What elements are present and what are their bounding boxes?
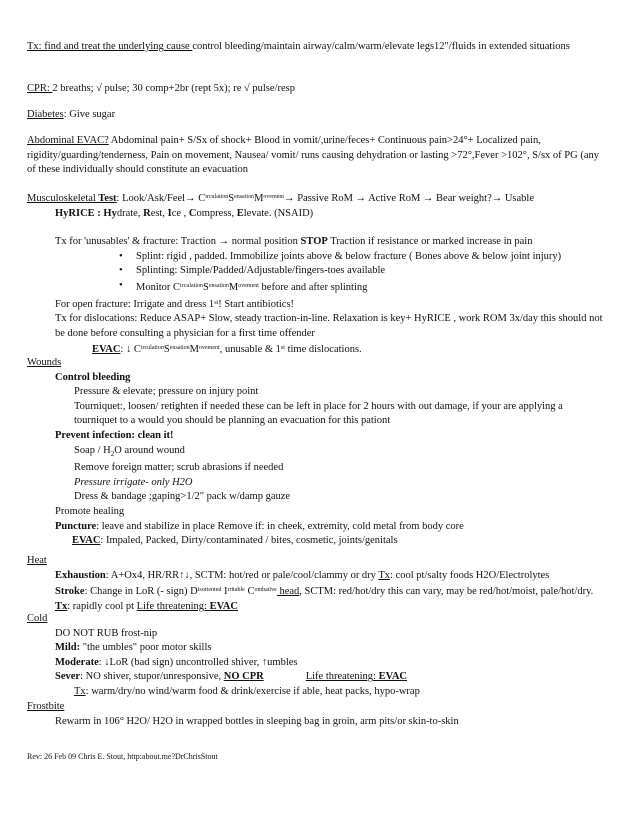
exhaustion-label: Exhaustion <box>55 569 106 581</box>
diabetes-text: : Give sugar <box>63 109 116 120</box>
monitor-text: Monitor C <box>136 281 181 293</box>
control-item: Tourniquet:, loosen/ retighten if needed these can be left in place for 2 hours with out damage, if your are applying a tourniquet to a would you should be planning an evacuation for this pationt <box>74 400 563 427</box>
footer-revision: Rev: 26 Feb 09 Chris E. Stout, http:about.me?DrChrisStout <box>27 752 218 761</box>
exhaustion-tx-text: : cool pt/salty foods H2O/Electrolytes <box>390 569 550 581</box>
tx-label: Tx <box>55 600 68 612</box>
prevent-infection-title: Prevent infection: clean it! <box>55 429 174 441</box>
moderate-text: : ↓LoR (bad sign) uncontrolled shiver, ↑umbles <box>98 656 298 668</box>
hyrice-t2: est, <box>150 207 168 219</box>
cold-title: Cold <box>27 613 48 624</box>
s-letter: S <box>163 344 170 356</box>
mild-label: Mild: <box>55 642 81 654</box>
puncture-text: : leave and stabilize in place Remove if: in cheek, extremity, cold metal from body core <box>96 520 464 532</box>
hyrice-t5: levate. (NSAID) <box>243 207 314 219</box>
infection-text: Soap / H <box>74 444 111 456</box>
i-letter: I <box>221 586 228 598</box>
cold-tx-text: : warm/dry/no wind/warm food & drink/exercise if able, heat packs, hypo-wrap <box>85 685 420 697</box>
wounds-title: Wounds <box>27 357 62 368</box>
infection-item: Remove foreign matter; scrub abrasions if needed <box>74 462 284 474</box>
unusables-tail: Traction if resistance or marked increase in pain <box>327 236 533 248</box>
moderate-line <box>27 656 605 671</box>
sup-sensation: ensation <box>208 282 229 289</box>
sup-combative: ombative <box>254 587 277 594</box>
cold-item: DO NOT RUB frost-nip <box>55 627 158 639</box>
sup-movement: ovement <box>238 282 259 289</box>
infection-item: Dress & bandage ;gaping>1/2" pack w/damp gauze <box>74 491 291 503</box>
list-item <box>136 279 605 296</box>
tx-label: Tx <box>378 569 391 581</box>
stroke-text-tail: , SCTM: red/hot/dry this can vary, may be red/hot/moist, pale/hot/dry. <box>299 586 594 598</box>
cold-tx-line <box>27 685 605 700</box>
musculoskeletal-test-line <box>27 190 605 207</box>
life-threatening: Life threatening: <box>136 600 210 612</box>
puncture-label: Puncture <box>55 520 97 532</box>
abdominal-paragraph <box>27 134 605 178</box>
head-word: head <box>276 586 300 598</box>
m-letter: M <box>228 281 239 293</box>
hyrice-r: R <box>143 207 151 219</box>
heat-title: Heat <box>27 555 47 566</box>
test-text: : Look/Ask/Feel→ C <box>116 193 206 204</box>
stroke-tx-text: : rapidly cool pt <box>67 600 137 612</box>
diabetes-label: Diabetes <box>27 109 64 120</box>
infection-item <box>27 444 605 462</box>
evac-label: EVAC <box>209 600 238 612</box>
hyrice-label: HyRICE : <box>55 207 101 219</box>
evac-label: EVAC <box>72 535 101 547</box>
tx-label: Tx <box>74 685 86 697</box>
frostbite-title: Frostbite <box>27 701 65 712</box>
stroke-text: : Change in LoR (- sign) D <box>84 586 198 598</box>
control-bleeding-title: Control bleeding <box>55 371 131 383</box>
cold-section <box>27 612 605 700</box>
stroke-line <box>27 583 605 614</box>
evac-text-mid: , unusable & 1 <box>219 344 281 356</box>
sever-text: : NO shiver, stupor/unresponsive, <box>80 671 224 683</box>
mild-text: "the umbles" poor motor skills <box>80 642 212 654</box>
open-fracture-text: For open fracture: Irrigate and dress 1 <box>55 298 215 310</box>
control-item: Pressure & elevate; pressure on injury point <box>74 386 259 398</box>
sup-irritable: rritable <box>227 587 245 594</box>
hyrice-i: I <box>167 207 172 219</box>
sup-disoriented: isoriented <box>197 587 222 594</box>
tx-text: control bleeding/maintain airway/calm/warm/elevate legs12"/fluids in extended situations <box>192 41 570 52</box>
open-fracture-tail: ! Start antibiotics! <box>218 298 295 310</box>
list-item: • Splinting: Simple/Padded/Adjustable/fingers-toes available <box>136 264 605 279</box>
cpr-label: CPR: <box>27 83 53 94</box>
exhaustion-text: : A+Ox4, HR/RR↑↓, SCTM: hot/red or pale/cool/clammy or dry <box>105 569 379 581</box>
stroke-label: Stroke <box>55 586 85 598</box>
evac-text: : Impaled, Packed, Dirty/contaminated / bites, cosmetic, joints/genitals <box>100 535 398 547</box>
sever-line <box>27 670 605 685</box>
abdominal-text: Abdominal pain+ S/Sx of shock+ Blood in vomit/,urine/feces+ Continuous pain>24°+ Localized pain, rigidity/guarding/tenderness, Pain on movement, Nausea/ vomit/ runs causing dehydration or lasting >72°,Fever >102°, S/sx of PG (any of these individually should constitute an evacuation <box>27 135 599 176</box>
sup-movement: ovement <box>263 194 285 200</box>
musculoskeletal-label: Musculoskeletal <box>27 193 96 204</box>
cpr-text: 2 breaths; √ pulse; 30 comp+2br (rept 5x); re √ pulse/resp <box>52 83 295 94</box>
hyrice-c: C <box>188 207 197 219</box>
moderate-label: Moderate <box>55 656 99 668</box>
musculoskeletal-section <box>27 190 605 358</box>
stop-word: STOP <box>300 236 328 248</box>
hyrice-e: E <box>236 207 244 219</box>
subscript-2: 2 <box>110 449 115 458</box>
list-item: • Splint: rigid , padded. Immobilize joints above & below fracture ( Bones above & below joint injury) <box>136 250 605 265</box>
frostbite-text: Rewarm in 106° H2O/ H2O in wrapped bottles in sleeping bag in groin, arm pits/or skin-to-skin <box>55 715 459 727</box>
sup-circulation: irculation <box>180 282 204 289</box>
abdominal-label: Abdominal EVAC? <box>27 135 109 146</box>
diabetes-paragraph <box>27 108 605 123</box>
evac-label: EVAC <box>92 344 121 356</box>
tx-label: Tx: find and treat the underlying cause <box>27 41 193 52</box>
c-letter: C <box>244 586 255 598</box>
life-threatening: Life threatening: <box>305 671 379 683</box>
sup-movement: ovement <box>199 345 220 352</box>
evac-label: EVAC <box>378 671 407 683</box>
wounds-section <box>27 356 605 549</box>
splint-list <box>27 250 605 296</box>
exhaustion-line <box>27 569 605 584</box>
puncture-line <box>27 520 605 535</box>
hyrice-t3: ce , <box>171 207 189 219</box>
no-cpr: NO CPR <box>223 671 264 683</box>
m-letter: M <box>189 344 200 356</box>
sup-circulation: irculation <box>205 194 229 200</box>
hyrice-line <box>27 207 605 222</box>
test-label: Test <box>95 193 117 204</box>
sever-label: Sever <box>55 671 81 683</box>
tx-paragraph <box>27 40 605 55</box>
s-letter: S <box>228 193 235 204</box>
wound-evac-line <box>27 534 605 549</box>
s-letter: S <box>203 281 209 293</box>
sup-sensation: ensation <box>234 194 255 200</box>
promote-healing: Promote healing <box>55 506 125 518</box>
infection-item: Pressure irrigate- only H2O <box>74 476 193 488</box>
frostbite-section <box>27 700 605 729</box>
sup-st: st <box>214 299 219 306</box>
open-fracture-line <box>27 296 605 313</box>
hyrice-t1: drate, <box>116 207 144 219</box>
dislocations-line: Tx for dislocations: Reduce ASAP+ Slow, steady traction-in-line. Relaxation is key+ HyRICE , work ROM 3x/day this should not be done before consulting a physician for a first time offender <box>55 313 603 339</box>
sup-st: st <box>280 345 285 352</box>
evac-text: : ↓ C <box>120 344 141 356</box>
heat-section <box>27 554 605 614</box>
unusables-text: Tx for 'unusables' & fracture: Traction → normal position <box>55 236 301 248</box>
infection-text-tail: O around wound <box>114 444 185 456</box>
mild-line <box>27 641 605 656</box>
monitor-tail: before and after splinting <box>258 281 368 293</box>
test-text-tail: → Passive RoM → Active RoM → Bear weight?→ Usable <box>284 193 535 204</box>
sup-sensation: ensation <box>169 345 190 352</box>
hyrice-t4: ompress, <box>196 207 237 219</box>
sup-circulation: irculation <box>140 345 164 352</box>
cpr-paragraph <box>27 82 605 97</box>
m-letter: M <box>254 193 264 204</box>
evac-text-tail: time dislocations. <box>284 344 362 356</box>
hyrice-h: Hy <box>103 207 117 219</box>
unusables-line <box>27 235 605 250</box>
